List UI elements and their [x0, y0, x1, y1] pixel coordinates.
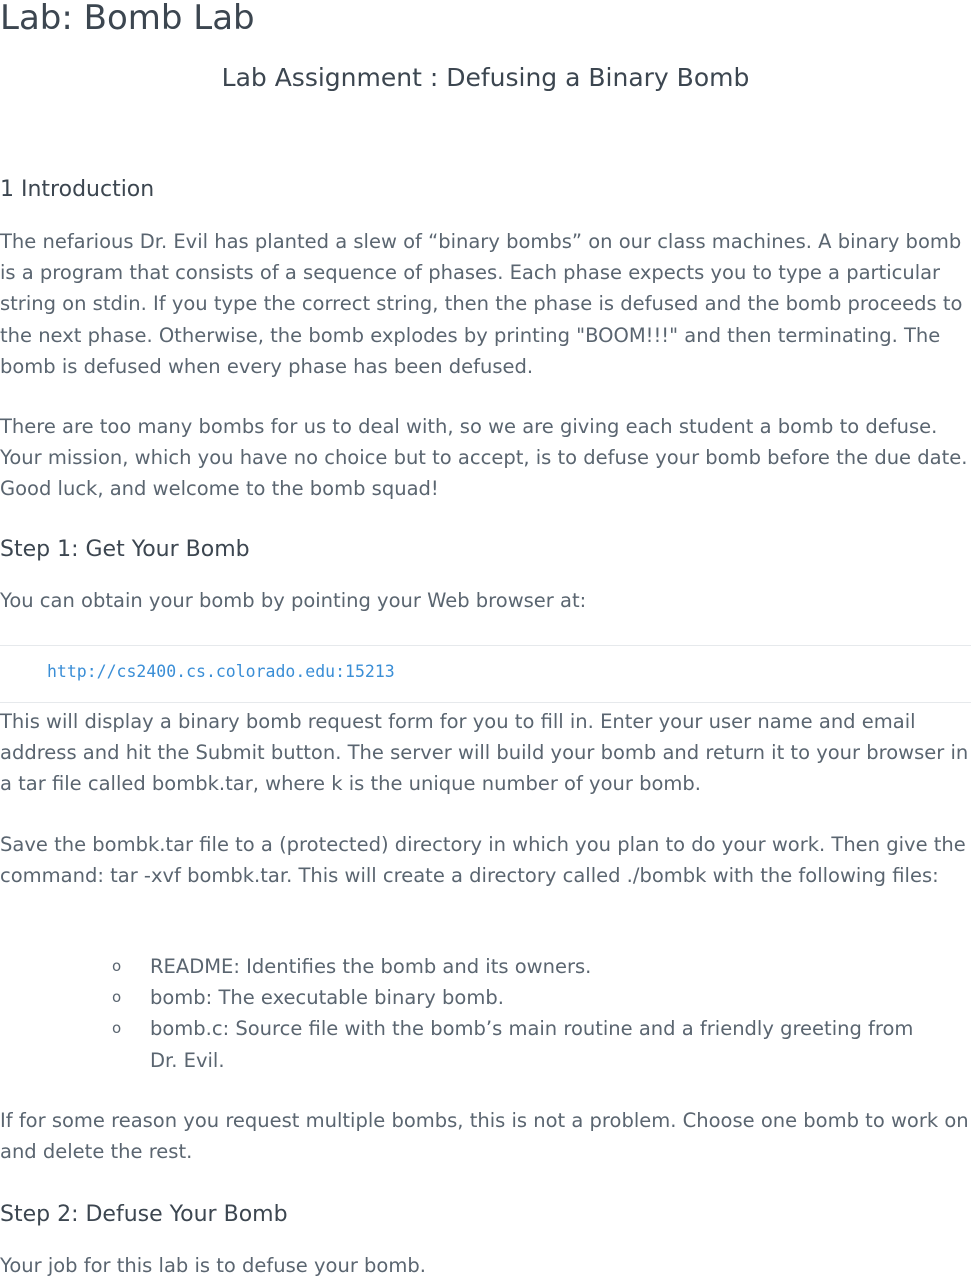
bullet-circle-icon: o — [112, 988, 122, 1007]
file-item-text: README: Identifies the bomb and its owners. — [150, 955, 592, 978]
bullet-circle-icon: o — [112, 1019, 122, 1038]
file-list — [0, 951, 940, 1076]
file-item-text: bomb.c: Source file with the bomb’s main routine and a friendly greeting from Dr. Evil. — [150, 1017, 914, 1072]
step2-paragraph-1: Your job for this lab is to defuse your bomb. — [0, 1254, 426, 1277]
intro-paragraph-2: There are too many bombs for us to deal with, so we are giving each student a bomb to defuse. Your mission, which you have no choice but to accept, is to defuse your bomb before the due date. Good luck, and welcome to the bomb squad! — [0, 415, 968, 501]
code-block — [0, 645, 971, 703]
intro-paragraph-1: The nefarious Dr. Evil has planted a slew of “binary bombs” on our class machines. A binary bomb is a program that consists of a sequence of phases. Each phase expects you to type a particular string on stdin. If you type the correct string, then the phase is defused and the bomb proceeds to the next phase. Otherwise, the bomb explodes by printing "BOOM!!!" and then terminating. The bomb is defused when every phase has been defused. — [0, 230, 963, 378]
list-item — [0, 982, 940, 1013]
step1-paragraph-3: Save the bombk.tar file to a (protected) directory in which you plan to do your work. Then give the command: tar -xvf bombk.tar. This will create a directory called ./bombk with the following files: — [0, 833, 966, 888]
list-item — [0, 951, 940, 982]
bomb-server-url[interactable]: http://cs2400.cs.colorado.edu:15213 — [47, 662, 395, 681]
step1-paragraph-4: If for some reason you request multiple bombs, this is not a problem. Choose one bomb to work on and delete the rest. — [0, 1109, 969, 1164]
step2-heading: Step 2: Defuse Your Bomb — [0, 1202, 288, 1227]
file-item-text: bomb: The executable binary bomb. — [150, 986, 504, 1010]
step1-paragraph-2: This will display a binary bomb request form for you to fill in. Enter your user name and email address and hit the Submit button. The server will build your bomb and return it to your browser in a tar file called bombk.tar, where k is the unique number of your bomb. — [0, 710, 969, 796]
step1-heading: Step 1: Get Your Bomb — [0, 537, 250, 562]
step1-paragraph-1: You can obtain your bomb by pointing your Web browser at: — [0, 589, 587, 612]
list-item — [0, 1013, 940, 1075]
introduction-heading: 1 Introduction — [0, 177, 155, 202]
page-subtitle: Lab Assignment : Defusing a Binary Bomb — [221, 63, 750, 92]
page-title: Lab: Bomb Lab — [0, 0, 255, 38]
bullet-circle-icon: o — [112, 957, 122, 975]
